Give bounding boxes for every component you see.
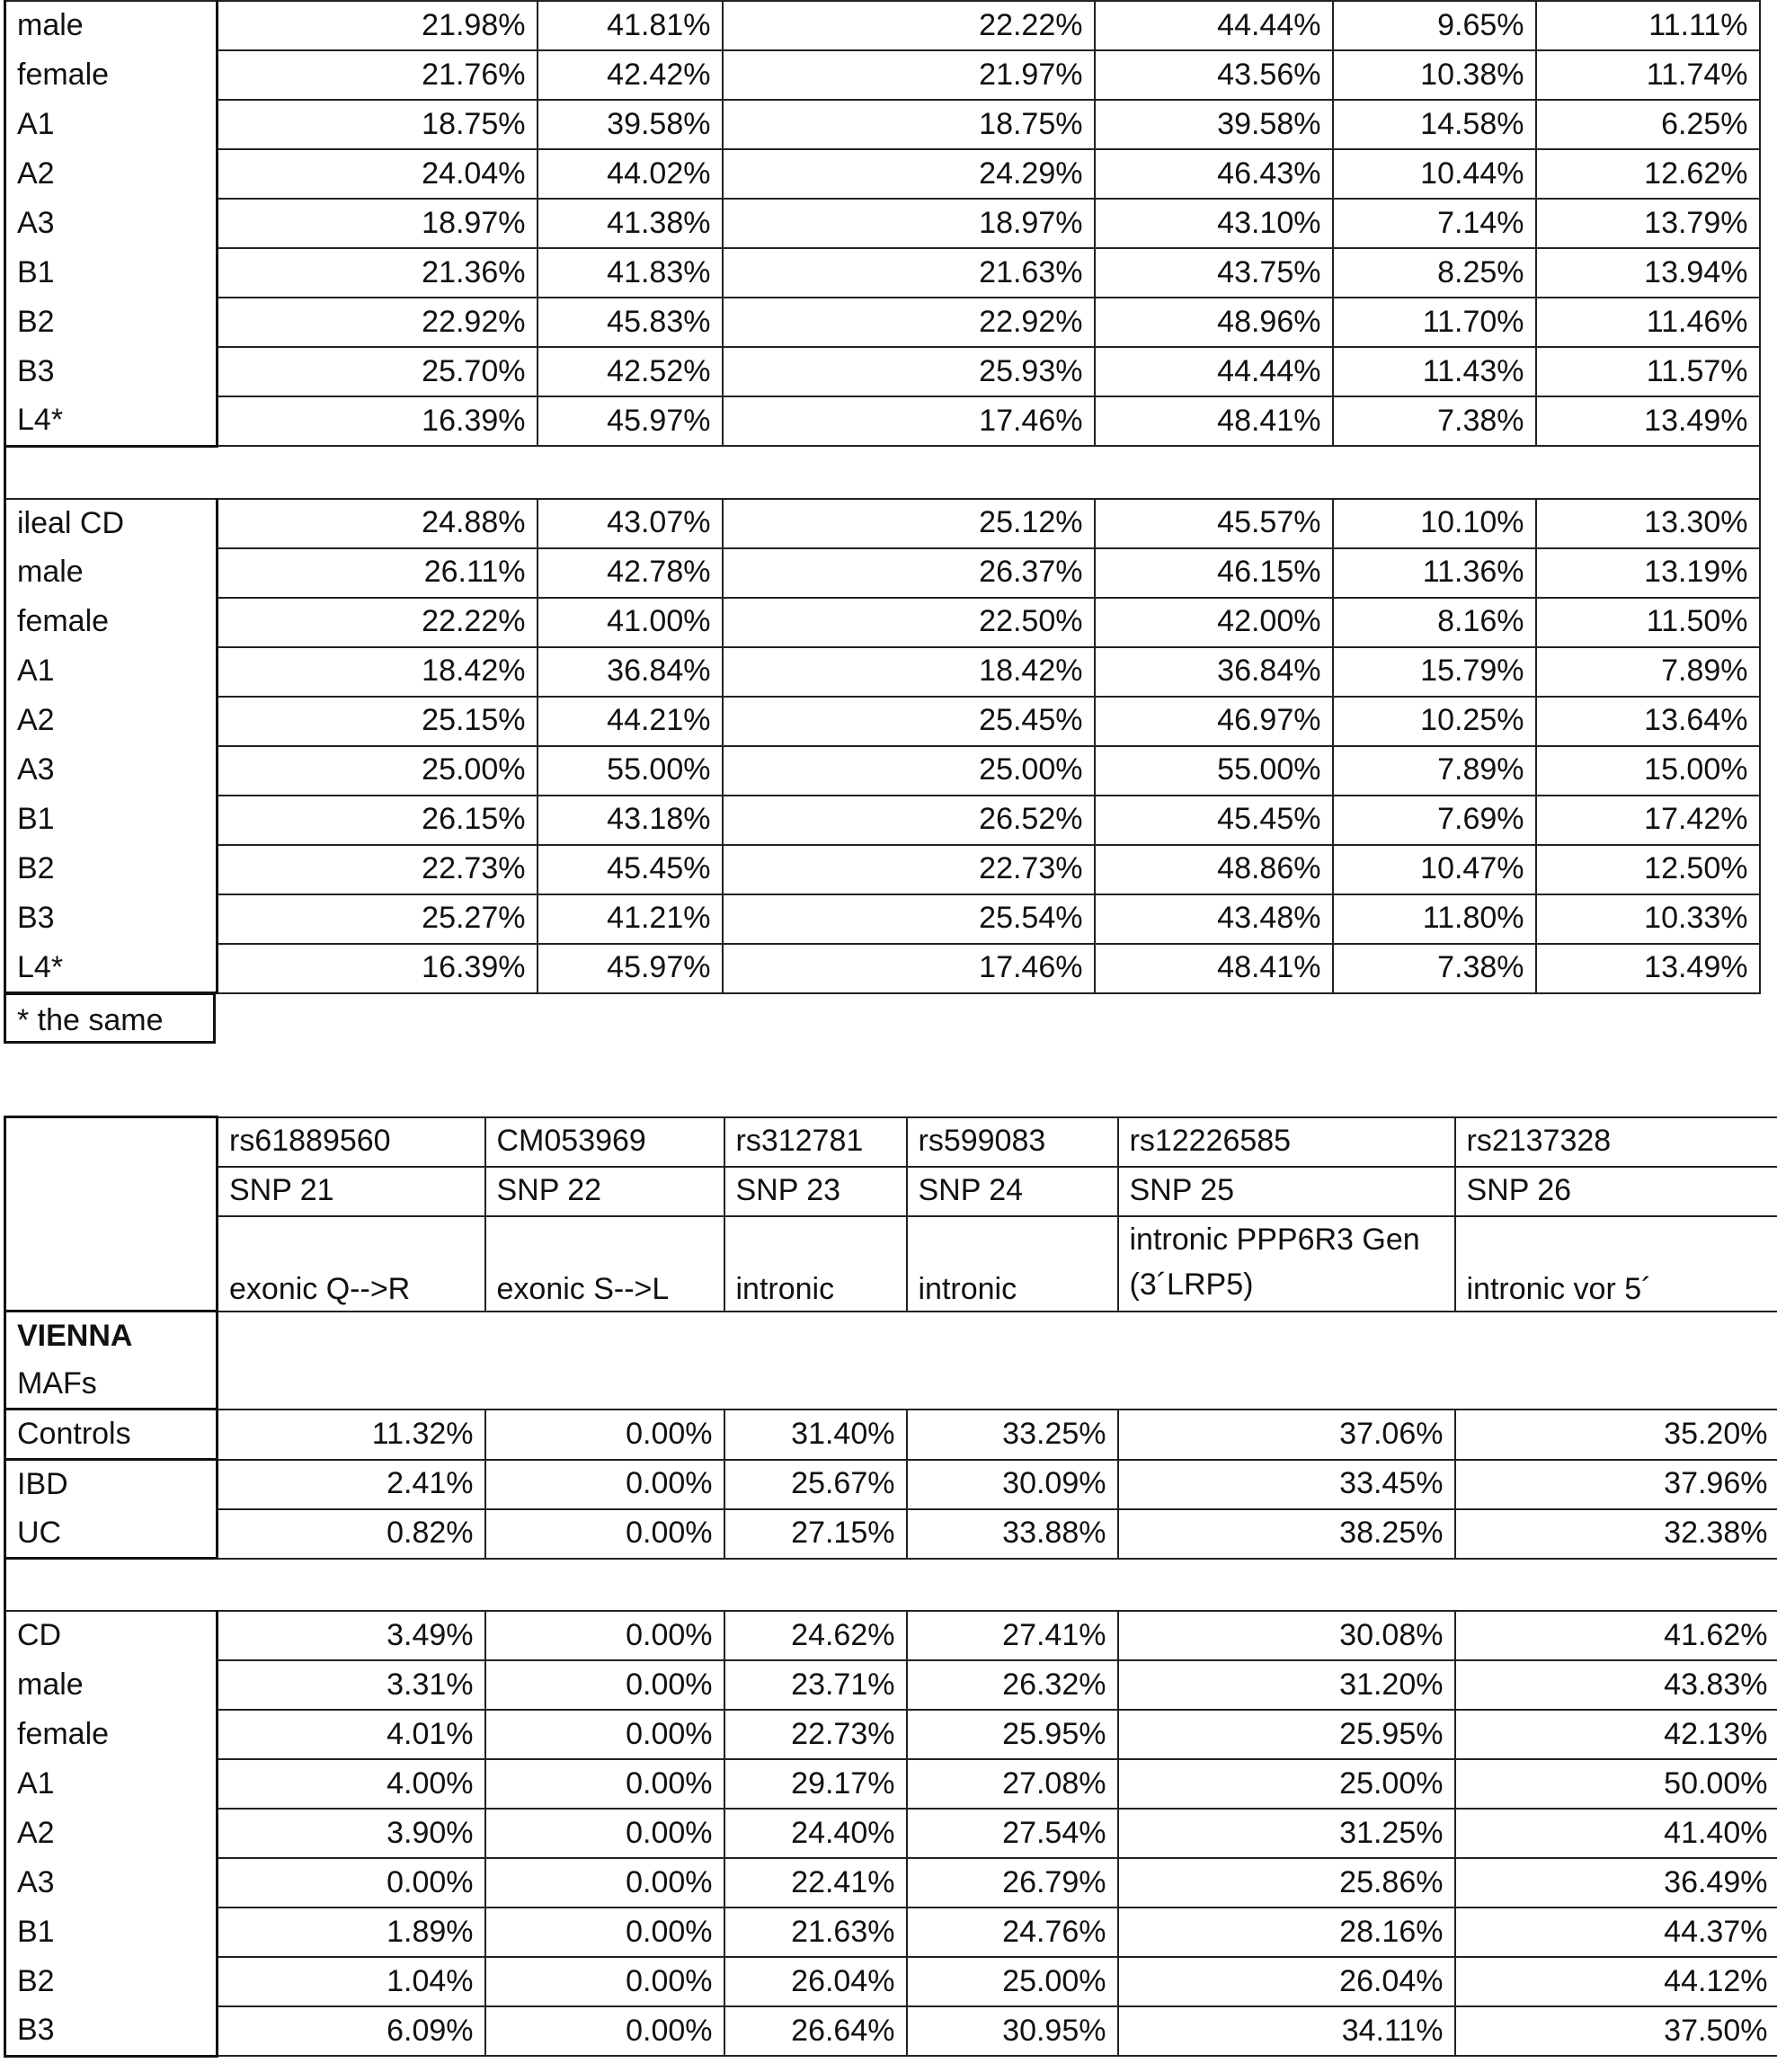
row-label: A2 <box>5 1809 218 1858</box>
value-cell: 16.39% <box>218 396 538 446</box>
value-cell: 42.78% <box>538 548 723 598</box>
value-cell: 39.58% <box>1095 100 1333 149</box>
value-cell: 30.95% <box>907 2006 1118 2056</box>
table-row <box>5 100 1760 149</box>
table-row <box>5 499 1760 548</box>
value-cell: 13.49% <box>1536 944 1760 993</box>
table-row <box>5 548 1760 598</box>
value-cell: 22.22% <box>723 1 1095 50</box>
row-label: male <box>5 1 218 50</box>
value-cell: 11.80% <box>1333 894 1536 944</box>
footnote: * the same <box>4 992 216 1044</box>
value-cell: 44.44% <box>1095 1 1333 50</box>
table-row <box>5 298 1760 347</box>
value-cell: 44.02% <box>538 149 723 199</box>
value-cell: 0.00% <box>485 1710 724 1759</box>
table-row <box>5 1957 1777 2006</box>
value-cell: 11.36% <box>1333 548 1536 598</box>
value-cell: 1.04% <box>218 1957 485 2006</box>
value-cell: 0.00% <box>485 2006 724 2056</box>
value-cell: 44.44% <box>1095 347 1333 396</box>
snp-label: SNP 24 <box>907 1167 1118 1216</box>
value-cell: 23.71% <box>724 1660 907 1710</box>
value-cell: 26.11% <box>218 548 538 598</box>
value-cell: 27.15% <box>724 1509 907 1559</box>
value-cell: 18.42% <box>218 647 538 697</box>
row-label: female <box>5 50 218 100</box>
table-row <box>5 50 1760 100</box>
table1-group1 <box>5 1 1760 446</box>
rs-id: CM053969 <box>485 1117 724 1167</box>
rs-id: rs61889560 <box>218 1117 485 1167</box>
value-cell: 21.98% <box>218 1 538 50</box>
value-cell: 41.21% <box>538 894 723 944</box>
value-cell: 48.86% <box>1095 845 1333 894</box>
value-cell: 41.00% <box>538 598 723 647</box>
value-cell: 45.97% <box>538 396 723 446</box>
value-cell: 3.49% <box>218 1611 485 1660</box>
value-cell: 7.38% <box>1333 396 1536 446</box>
value-cell: 24.62% <box>724 1611 907 1660</box>
row-label: L4* <box>5 396 218 446</box>
value-cell: 0.00% <box>485 1409 724 1460</box>
value-cell: 26.37% <box>723 548 1095 598</box>
value-cell: 39.58% <box>538 100 723 149</box>
row-label: A3 <box>5 746 218 796</box>
value-cell: 24.88% <box>218 499 538 548</box>
value-cell: 18.75% <box>723 100 1095 149</box>
value-cell: 24.40% <box>724 1809 907 1858</box>
value-cell: 0.00% <box>485 1509 724 1559</box>
value-cell: 11.43% <box>1333 347 1536 396</box>
value-cell: 25.70% <box>218 347 538 396</box>
value-cell: 25.86% <box>1118 1858 1455 1907</box>
value-cell: 36.84% <box>538 647 723 697</box>
row-label: B2 <box>5 298 218 347</box>
snp-label: SNP 22 <box>485 1167 724 1216</box>
value-cell: 21.76% <box>218 50 538 100</box>
snp-label: SNP 26 <box>1455 1167 1777 1216</box>
value-cell: 45.83% <box>538 298 723 347</box>
value-cell: 50.00% <box>1455 1759 1777 1809</box>
value-cell: 31.25% <box>1118 1809 1455 1858</box>
table2-group2 <box>5 1611 1777 2056</box>
value-cell: 10.38% <box>1333 50 1536 100</box>
value-cell: 31.20% <box>1118 1660 1455 1710</box>
row-label: UC <box>5 1509 218 1559</box>
value-cell: 18.75% <box>218 100 538 149</box>
value-cell: 18.42% <box>723 647 1095 697</box>
section-title: VIENNA <box>5 1312 218 1361</box>
value-cell: 26.32% <box>907 1660 1118 1710</box>
value-cell: 42.52% <box>538 347 723 396</box>
value-cell: 46.97% <box>1095 697 1333 746</box>
table-row <box>5 1809 1777 1858</box>
row-label: male <box>5 548 218 598</box>
value-cell: 11.32% <box>218 1409 485 1460</box>
value-cell: 55.00% <box>538 746 723 796</box>
value-cell: 46.15% <box>1095 548 1333 598</box>
value-cell: 36.49% <box>1455 1858 1777 1907</box>
value-cell: 0.00% <box>218 1858 485 1907</box>
table-row <box>5 1858 1777 1907</box>
row-label: B1 <box>5 796 218 845</box>
value-cell: 7.69% <box>1333 796 1536 845</box>
value-cell: 34.11% <box>1118 2006 1455 2056</box>
value-cell: 18.97% <box>218 199 538 248</box>
table-row <box>5 1 1760 50</box>
table-row <box>5 697 1760 746</box>
value-cell: 44.37% <box>1455 1907 1777 1957</box>
value-cell: 44.21% <box>538 697 723 746</box>
value-cell: 25.00% <box>723 746 1095 796</box>
value-cell: 9.65% <box>1333 1 1536 50</box>
value-cell: 3.90% <box>218 1809 485 1858</box>
value-cell: 25.27% <box>218 894 538 944</box>
value-cell: 4.00% <box>218 1759 485 1809</box>
value-cell: 16.39% <box>218 944 538 993</box>
value-cell: 15.79% <box>1333 647 1536 697</box>
row-label: CD <box>5 1611 218 1660</box>
table-row <box>5 894 1760 944</box>
table-row <box>5 1660 1777 1710</box>
value-cell: 25.00% <box>1118 1759 1455 1809</box>
value-cell: 11.50% <box>1536 598 1760 647</box>
snp-type: intronic <box>724 1216 907 1312</box>
value-cell: 6.25% <box>1536 100 1760 149</box>
snp-label: SNP 23 <box>724 1167 907 1216</box>
value-cell: 18.97% <box>723 199 1095 248</box>
value-cell: 13.79% <box>1536 199 1760 248</box>
value-cell: 26.79% <box>907 1858 1118 1907</box>
value-cell: 42.42% <box>538 50 723 100</box>
value-cell: 33.88% <box>907 1509 1118 1559</box>
row-label: B1 <box>5 248 218 298</box>
row-label: L4* <box>5 944 218 993</box>
table-row <box>5 1409 1777 1460</box>
value-cell: 7.89% <box>1333 746 1536 796</box>
value-cell: 8.16% <box>1333 598 1536 647</box>
value-cell: 7.14% <box>1333 199 1536 248</box>
table-row <box>5 845 1760 894</box>
value-cell: 24.04% <box>218 149 538 199</box>
table2-controls <box>5 1409 1777 1460</box>
value-cell: 21.63% <box>723 248 1095 298</box>
value-cell: 22.41% <box>724 1858 907 1907</box>
value-cell: 45.97% <box>538 944 723 993</box>
table-row <box>5 396 1760 446</box>
value-cell: 8.25% <box>1333 248 1536 298</box>
value-cell: 43.56% <box>1095 50 1333 100</box>
row-label: female <box>5 598 218 647</box>
table1-spacer <box>5 446 1760 499</box>
value-cell: 30.08% <box>1118 1611 1455 1660</box>
value-cell: 22.92% <box>218 298 538 347</box>
section-blank <box>218 1312 1777 1409</box>
value-cell: 38.25% <box>1118 1509 1455 1559</box>
value-cell: 30.09% <box>907 1460 1118 1509</box>
value-cell: 25.00% <box>218 746 538 796</box>
value-cell: 29.17% <box>724 1759 907 1809</box>
table-row <box>5 199 1760 248</box>
value-cell: 25.95% <box>1118 1710 1455 1759</box>
value-cell: 26.04% <box>724 1957 907 2006</box>
value-cell: 0.00% <box>485 1460 724 1509</box>
table-row <box>5 149 1760 199</box>
table1-group2 <box>5 499 1760 993</box>
snp-label: SNP 21 <box>218 1167 485 1216</box>
row-label: B3 <box>5 894 218 944</box>
value-cell: 10.47% <box>1333 845 1536 894</box>
value-cell: 41.62% <box>1455 1611 1777 1660</box>
header-corner <box>5 1117 218 1312</box>
value-cell: 0.82% <box>218 1509 485 1559</box>
row-label: female <box>5 1710 218 1759</box>
rs-id: rs12226585 <box>1118 1117 1455 1167</box>
value-cell: 0.00% <box>485 1809 724 1858</box>
value-cell: 17.46% <box>723 944 1095 993</box>
value-cell: 45.57% <box>1095 499 1333 548</box>
value-cell: 48.41% <box>1095 944 1333 993</box>
value-cell: 22.73% <box>724 1710 907 1759</box>
table-row <box>5 1460 1777 1509</box>
value-cell: 48.96% <box>1095 298 1333 347</box>
row-label: A1 <box>5 647 218 697</box>
maf-table-vienna <box>4 1116 1777 2058</box>
value-cell: 11.11% <box>1536 1 1760 50</box>
table-row <box>5 598 1760 647</box>
value-cell: 11.70% <box>1333 298 1536 347</box>
value-cell: 41.83% <box>538 248 723 298</box>
value-cell: 26.64% <box>724 2006 907 2056</box>
row-label: A3 <box>5 199 218 248</box>
maf-table-upper <box>4 0 1761 994</box>
value-cell: 12.62% <box>1536 149 1760 199</box>
value-cell: 13.19% <box>1536 548 1760 598</box>
value-cell: 11.46% <box>1536 298 1760 347</box>
table-row <box>5 1759 1777 1809</box>
section-subtitle: MAFs <box>5 1360 218 1409</box>
table-row <box>5 796 1760 845</box>
value-cell: 13.30% <box>1536 499 1760 548</box>
value-cell: 27.08% <box>907 1759 1118 1809</box>
value-cell: 10.33% <box>1536 894 1760 944</box>
rs-id: rs312781 <box>724 1117 907 1167</box>
value-cell: 21.36% <box>218 248 538 298</box>
value-cell: 6.09% <box>218 2006 485 2056</box>
table-row <box>5 2006 1777 2056</box>
value-cell: 37.06% <box>1118 1409 1455 1460</box>
value-cell: 13.64% <box>1536 697 1760 746</box>
table-row <box>5 1509 1777 1559</box>
value-cell: 25.93% <box>723 347 1095 396</box>
row-label: A1 <box>5 1759 218 1809</box>
value-cell: 13.94% <box>1536 248 1760 298</box>
value-cell: 25.12% <box>723 499 1095 548</box>
value-cell: 41.38% <box>538 199 723 248</box>
row-label: B3 <box>5 347 218 396</box>
value-cell: 41.81% <box>538 1 723 50</box>
value-cell: 43.83% <box>1455 1660 1777 1710</box>
value-cell: 36.84% <box>1095 647 1333 697</box>
value-cell: 33.25% <box>907 1409 1118 1460</box>
value-cell: 21.97% <box>723 50 1095 100</box>
value-cell: 48.41% <box>1095 396 1333 446</box>
value-cell: 22.22% <box>218 598 538 647</box>
value-cell: 46.43% <box>1095 149 1333 199</box>
value-cell: 2.41% <box>218 1460 485 1509</box>
table-row <box>5 1710 1777 1759</box>
row-label: A2 <box>5 697 218 746</box>
value-cell: 0.00% <box>485 1957 724 2006</box>
value-cell: 10.44% <box>1333 149 1536 199</box>
value-cell: 32.38% <box>1455 1509 1777 1559</box>
value-cell: 10.25% <box>1333 697 1536 746</box>
table2-spacer <box>5 1559 1777 1612</box>
value-cell: 7.89% <box>1536 647 1760 697</box>
value-cell: 7.38% <box>1333 944 1536 993</box>
value-cell: 1.89% <box>218 1907 485 1957</box>
value-cell: 12.50% <box>1536 845 1760 894</box>
snp-type: intronic <box>907 1216 1118 1312</box>
value-cell: 43.48% <box>1095 894 1333 944</box>
table-row <box>5 746 1760 796</box>
value-cell: 44.12% <box>1455 1957 1777 2006</box>
value-cell: 22.73% <box>723 845 1095 894</box>
value-cell: 26.52% <box>723 796 1095 845</box>
rs-id: rs599083 <box>907 1117 1118 1167</box>
value-cell: 26.15% <box>218 796 538 845</box>
snp-type: exonic Q-->R <box>218 1216 485 1312</box>
value-cell: 26.04% <box>1118 1957 1455 2006</box>
table-row <box>5 248 1760 298</box>
row-label: B2 <box>5 845 218 894</box>
value-cell: 45.45% <box>538 845 723 894</box>
value-cell: 21.63% <box>724 1907 907 1957</box>
value-cell: 24.29% <box>723 149 1095 199</box>
rs-id: rs2137328 <box>1455 1117 1777 1167</box>
value-cell: 25.00% <box>907 1957 1118 2006</box>
value-cell: 42.00% <box>1095 598 1333 647</box>
table2-header <box>5 1117 1777 1409</box>
value-cell: 37.50% <box>1455 2006 1777 2056</box>
value-cell: 43.75% <box>1095 248 1333 298</box>
value-cell: 43.18% <box>538 796 723 845</box>
value-cell: 43.07% <box>538 499 723 548</box>
row-label: ileal CD <box>5 499 218 548</box>
value-cell: 35.20% <box>1455 1409 1777 1460</box>
snp-type: intronic vor 5´ <box>1455 1216 1777 1312</box>
row-label: Controls <box>5 1409 218 1460</box>
value-cell: 3.31% <box>218 1660 485 1710</box>
row-label: B2 <box>5 1957 218 2006</box>
value-cell: 22.50% <box>723 598 1095 647</box>
value-cell: 0.00% <box>485 1660 724 1710</box>
value-cell: 25.54% <box>723 894 1095 944</box>
row-label: A1 <box>5 100 218 149</box>
value-cell: 0.00% <box>485 1858 724 1907</box>
value-cell: 43.10% <box>1095 199 1333 248</box>
value-cell: 42.13% <box>1455 1710 1777 1759</box>
value-cell: 10.10% <box>1333 499 1536 548</box>
value-cell: 17.42% <box>1536 796 1760 845</box>
value-cell: 14.58% <box>1333 100 1536 149</box>
snp-type: intronic PPP6R3 Gen (3´LRP5) <box>1118 1216 1455 1312</box>
value-cell: 11.57% <box>1536 347 1760 396</box>
value-cell: 25.15% <box>218 697 538 746</box>
value-cell: 27.54% <box>907 1809 1118 1858</box>
value-cell: 22.73% <box>218 845 538 894</box>
value-cell: 24.76% <box>907 1907 1118 1957</box>
row-label: A2 <box>5 149 218 199</box>
value-cell: 45.45% <box>1095 796 1333 845</box>
value-cell: 41.40% <box>1455 1809 1777 1858</box>
row-label: A3 <box>5 1858 218 1907</box>
value-cell: 15.00% <box>1536 746 1760 796</box>
value-cell: 13.49% <box>1536 396 1760 446</box>
table-row <box>5 1907 1777 1957</box>
table-row <box>5 944 1760 993</box>
value-cell: 11.74% <box>1536 50 1760 100</box>
value-cell: 33.45% <box>1118 1460 1455 1509</box>
row-label: male <box>5 1660 218 1710</box>
value-cell: 55.00% <box>1095 746 1333 796</box>
value-cell: 0.00% <box>485 1759 724 1809</box>
snp-type: exonic S-->L <box>485 1216 724 1312</box>
row-label: IBD <box>5 1460 218 1509</box>
value-cell: 25.67% <box>724 1460 907 1509</box>
table-row <box>5 647 1760 697</box>
value-cell: 22.92% <box>723 298 1095 347</box>
value-cell: 0.00% <box>485 1907 724 1957</box>
row-label: B3 <box>5 2006 218 2056</box>
value-cell: 37.96% <box>1455 1460 1777 1509</box>
table-row <box>5 347 1760 396</box>
value-cell: 28.16% <box>1118 1907 1455 1957</box>
value-cell: 27.41% <box>907 1611 1118 1660</box>
table-row <box>5 1611 1777 1660</box>
value-cell: 25.95% <box>907 1710 1118 1759</box>
table2-group1 <box>5 1460 1777 1559</box>
value-cell: 25.45% <box>723 697 1095 746</box>
snp-label: SNP 25 <box>1118 1167 1455 1216</box>
value-cell: 31.40% <box>724 1409 907 1460</box>
value-cell: 4.01% <box>218 1710 485 1759</box>
value-cell: 0.00% <box>485 1611 724 1660</box>
value-cell: 17.46% <box>723 396 1095 446</box>
row-label: B1 <box>5 1907 218 1957</box>
